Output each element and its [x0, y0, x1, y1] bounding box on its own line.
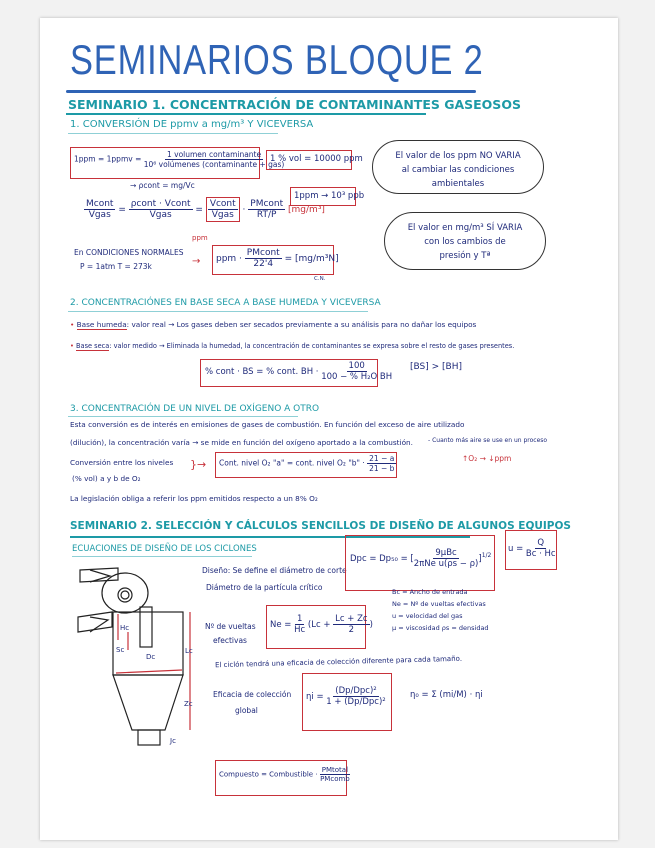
cloud-line: con los cambios de — [424, 237, 506, 247]
divider — [68, 311, 368, 312]
o2-formula — [219, 454, 396, 473]
legend-line: Bc = Ancho de entrada — [392, 588, 468, 596]
label-lc: Lc — [185, 647, 193, 655]
note-cloud-mgm3 — [384, 212, 546, 270]
cn-values: P = 1atm T = 273k — [80, 262, 152, 271]
arrow-icon: → — [192, 256, 201, 267]
diseno-text: Diseño: Se define el diámetro de corte — [202, 566, 347, 575]
eff-label1: Eficacia de colección — [213, 690, 292, 699]
ne-left: Ne = — [270, 620, 292, 630]
cn-abbr: C.N. — [314, 276, 326, 282]
label-hc: Hc — [120, 624, 130, 632]
dpc-left: Dpc = Dp₅₀ = — [350, 554, 408, 564]
eq-rv: ρcont · Vcont — [130, 199, 191, 209]
eq-vcont: Vcont — [209, 199, 236, 209]
diametro-text: Diámetro de la partícula crítico — [206, 583, 323, 592]
bs-den: 100 − % H₂O BH — [321, 372, 393, 382]
bs-left: % cont · BS = % cont. BH · — [205, 367, 319, 377]
ppm-label: ppm — [192, 234, 208, 242]
ne-inner-den: 2 — [348, 625, 355, 635]
eq-rtp: RT/P — [256, 210, 277, 220]
dpc-exp: 1/2 — [481, 552, 492, 560]
label-jc: Jc — [170, 737, 176, 745]
divider — [66, 113, 426, 115]
conv-label1: Conversión entre los niveles — [70, 458, 174, 467]
page-title: SEMINARIOS BLOQUE 2 — [70, 36, 484, 83]
ppm-definition — [74, 150, 284, 169]
cloud-line: El valor de los ppm NO VARIA — [395, 151, 521, 161]
note-cloud-ppm — [372, 140, 544, 194]
ppm-def-left: 1ppm = 1ppmv = — [74, 154, 142, 164]
ne-label2: efectivas — [213, 636, 247, 645]
eff-den: 1 + (Dp/Dpc)² — [326, 697, 386, 707]
cloud-line: presión y Tª — [439, 251, 491, 261]
cn-den: 22'4 — [253, 259, 274, 269]
label-sc: Sc — [116, 646, 125, 654]
ne-formula — [270, 614, 373, 635]
sec3-note2: ↑O₂ → ↓ppm — [462, 454, 512, 463]
concentration-equation: $\frac{\text{Mcont}}{\text{Vgas}}$ = $\frac{\text{ρcont · Vcont}}{\text{Vgas}}$ = $\frac{\text{Vcont}}{\text{Vgas}}$ · $\frac{\text{PMcont}}{RT/P}$ [mg/m³] — [86, 199, 325, 220]
ne-inner-num: Lc + Zc — [335, 614, 368, 624]
ne-label1: Nº de vueltas — [205, 622, 256, 631]
eff-num: (Dp/Dpc)² — [335, 686, 377, 696]
eff-left: ηi = — [306, 692, 324, 702]
conv-label2: (% vol) a y b de O₂ — [72, 474, 141, 483]
variable-legend — [392, 586, 489, 634]
ne-num: 1 — [296, 614, 303, 624]
rho-note: → ρcont = mg/Vc — [130, 181, 195, 190]
ppb: 1ppm → 10³ ppb — [294, 191, 365, 201]
u-formula — [508, 538, 556, 559]
ne-close: ) — [369, 620, 373, 630]
divider — [68, 416, 298, 417]
eq-vgas: Vgas — [88, 210, 111, 220]
cloud-line: ambientales — [431, 179, 485, 189]
cn-units: = [mg/m³N] — [284, 254, 339, 264]
base-humeda-text: : valor real → Los gases deben ser secados previamente a su análisis para no dañar los equipos — [126, 320, 477, 329]
eff-label2: global — [235, 706, 258, 715]
ppm-def-den: 10⁶ volúmenes (contaminante + gas) — [143, 160, 285, 169]
eq-units: [mg/m³] — [288, 205, 325, 215]
cyclone-subheading: ECUACIONES DE DISEÑO DE LOS CICLONES — [72, 544, 257, 554]
label-zc: Zc — [184, 700, 193, 708]
divider — [72, 556, 252, 557]
o2-left: Cont. nivel O₂ "a" = cont. nivel O₂ "b" · — [219, 458, 365, 468]
sec3-line1: Esta conversión es de interés en emisiones de gases de combustión. En función del exceso de aire utilizado — [70, 420, 465, 429]
efficiency-formula — [306, 686, 386, 707]
u-num: Q — [537, 538, 545, 548]
seminar2-heading: SEMINARIO 2. SELECCIÓN Y CÁLCULOS SENCILLOS DE DISEÑO DE ALGUNOS EQUIPOS — [70, 520, 571, 532]
label-dc: Dc — [146, 653, 156, 661]
eq-vgas2: Vgas — [149, 210, 172, 220]
legend-line: Ne = Nº de vueltas efectivas — [392, 600, 486, 608]
eq-vgas3: Vgas — [211, 210, 234, 220]
cn-left: ppm · — [216, 254, 242, 264]
u-left: u = — [508, 544, 524, 554]
cloud-line: al cambiar las condiciones — [401, 165, 515, 175]
eq-pm: PMcont — [250, 199, 284, 209]
o2-num: 21 − a — [369, 454, 395, 463]
base-seca-text: : valor medido → Eliminada la humedad, la concentración de contaminantes se expresa sobre el resto de gases presentes. — [109, 342, 515, 350]
cn-heading: En CONDICIONES NORMALES — [74, 248, 184, 257]
sec3-line2: (dilución), la concentración varía → se mide en función del oxígeno aportado a la combustión. — [70, 438, 413, 447]
eq-m: Mcont — [86, 199, 114, 209]
bs-formula — [205, 361, 392, 382]
u-den: Bc · Hc — [525, 549, 556, 559]
base-humeda-item: • Base humeda: valor real → Los gases deben ser secados previamente a su análisis para no dañar los equipos — [70, 320, 477, 329]
sec3-note: - Cuanto más aire se use en un proceso — [428, 437, 548, 444]
arrow-icon: }→ — [190, 458, 207, 471]
compuesto-den: PMcomb — [320, 775, 350, 783]
compuesto-formula — [219, 766, 350, 783]
bs-bh-comparison: [BS] > [BH] — [410, 362, 462, 372]
cn-formula — [216, 248, 339, 269]
dpc-num: 9μBc — [435, 548, 457, 558]
cloud-line: El valor en mg/m³ SÍ VARIA — [407, 223, 523, 233]
base-humeda-label: Base humeda — [76, 320, 127, 329]
base-seca-label: Base seca — [76, 342, 110, 350]
ppm-def-num: 1 volumen contaminante — [166, 150, 262, 159]
seminar1-heading: SEMINARIO 1. CONCENTRACIÓN DE CONTAMINANTES GASEOSOS — [68, 97, 521, 112]
section2-heading: 2. CONCENTRACIÓNES EN BASE SECA A BASE HUMEDA Y VICEVERSA — [70, 298, 381, 308]
legend-line: u = velocidad del gas — [392, 612, 463, 620]
section1-heading: 1. CONVERSIÓN DE ppmv a mg/m³ Y VICEVERSA — [70, 119, 314, 130]
title-underline — [66, 90, 476, 93]
cn-num: PMcont — [246, 248, 280, 258]
global-efficiency: η₀ = Σ (mi/M) · ηi — [410, 690, 483, 700]
bs-num: 100 — [348, 361, 365, 371]
ne-paren: (Lc + — [307, 620, 331, 630]
dpc-den: 2πNe u(ρs − ρ) — [413, 559, 479, 569]
cyclone-diagram — [70, 560, 200, 750]
ciclon-text: El ciclón tendrá una eficacia de colección diferente para cada tamaño. — [214, 654, 463, 670]
o2-den: 21 − b — [369, 464, 395, 473]
base-seca-item: • Base seca: valor medido → Eliminada la humedad, la concentración de contaminantes se expresa sobre el resto de gases presentes. — [70, 342, 515, 350]
legend-line: μ = viscosidad ρs = densidad — [392, 624, 489, 632]
ne-den: Hc — [294, 625, 306, 635]
compuesto-left: Compuesto = Combustible · — [219, 770, 318, 779]
section3-heading: 3. CONCENTRACIÓN DE UN NIVEL DE OXÍGENO A OTRO — [70, 404, 320, 414]
divider — [68, 133, 278, 134]
vol-pct: 1 % vol = 10000 ppm — [270, 154, 363, 164]
compuesto-num: PMtotal — [321, 766, 349, 774]
legislation-note: La legislación obliga a referir los ppm emitidos respecto a un 8% O₂ — [70, 494, 318, 503]
dpc-formula: Dpc = Dp₅₀ = [ $\frac{\text{9μBc}}{\text{2πNe u(ρs − ρ)}}$ ]$^{1/2}$ — [350, 548, 492, 569]
